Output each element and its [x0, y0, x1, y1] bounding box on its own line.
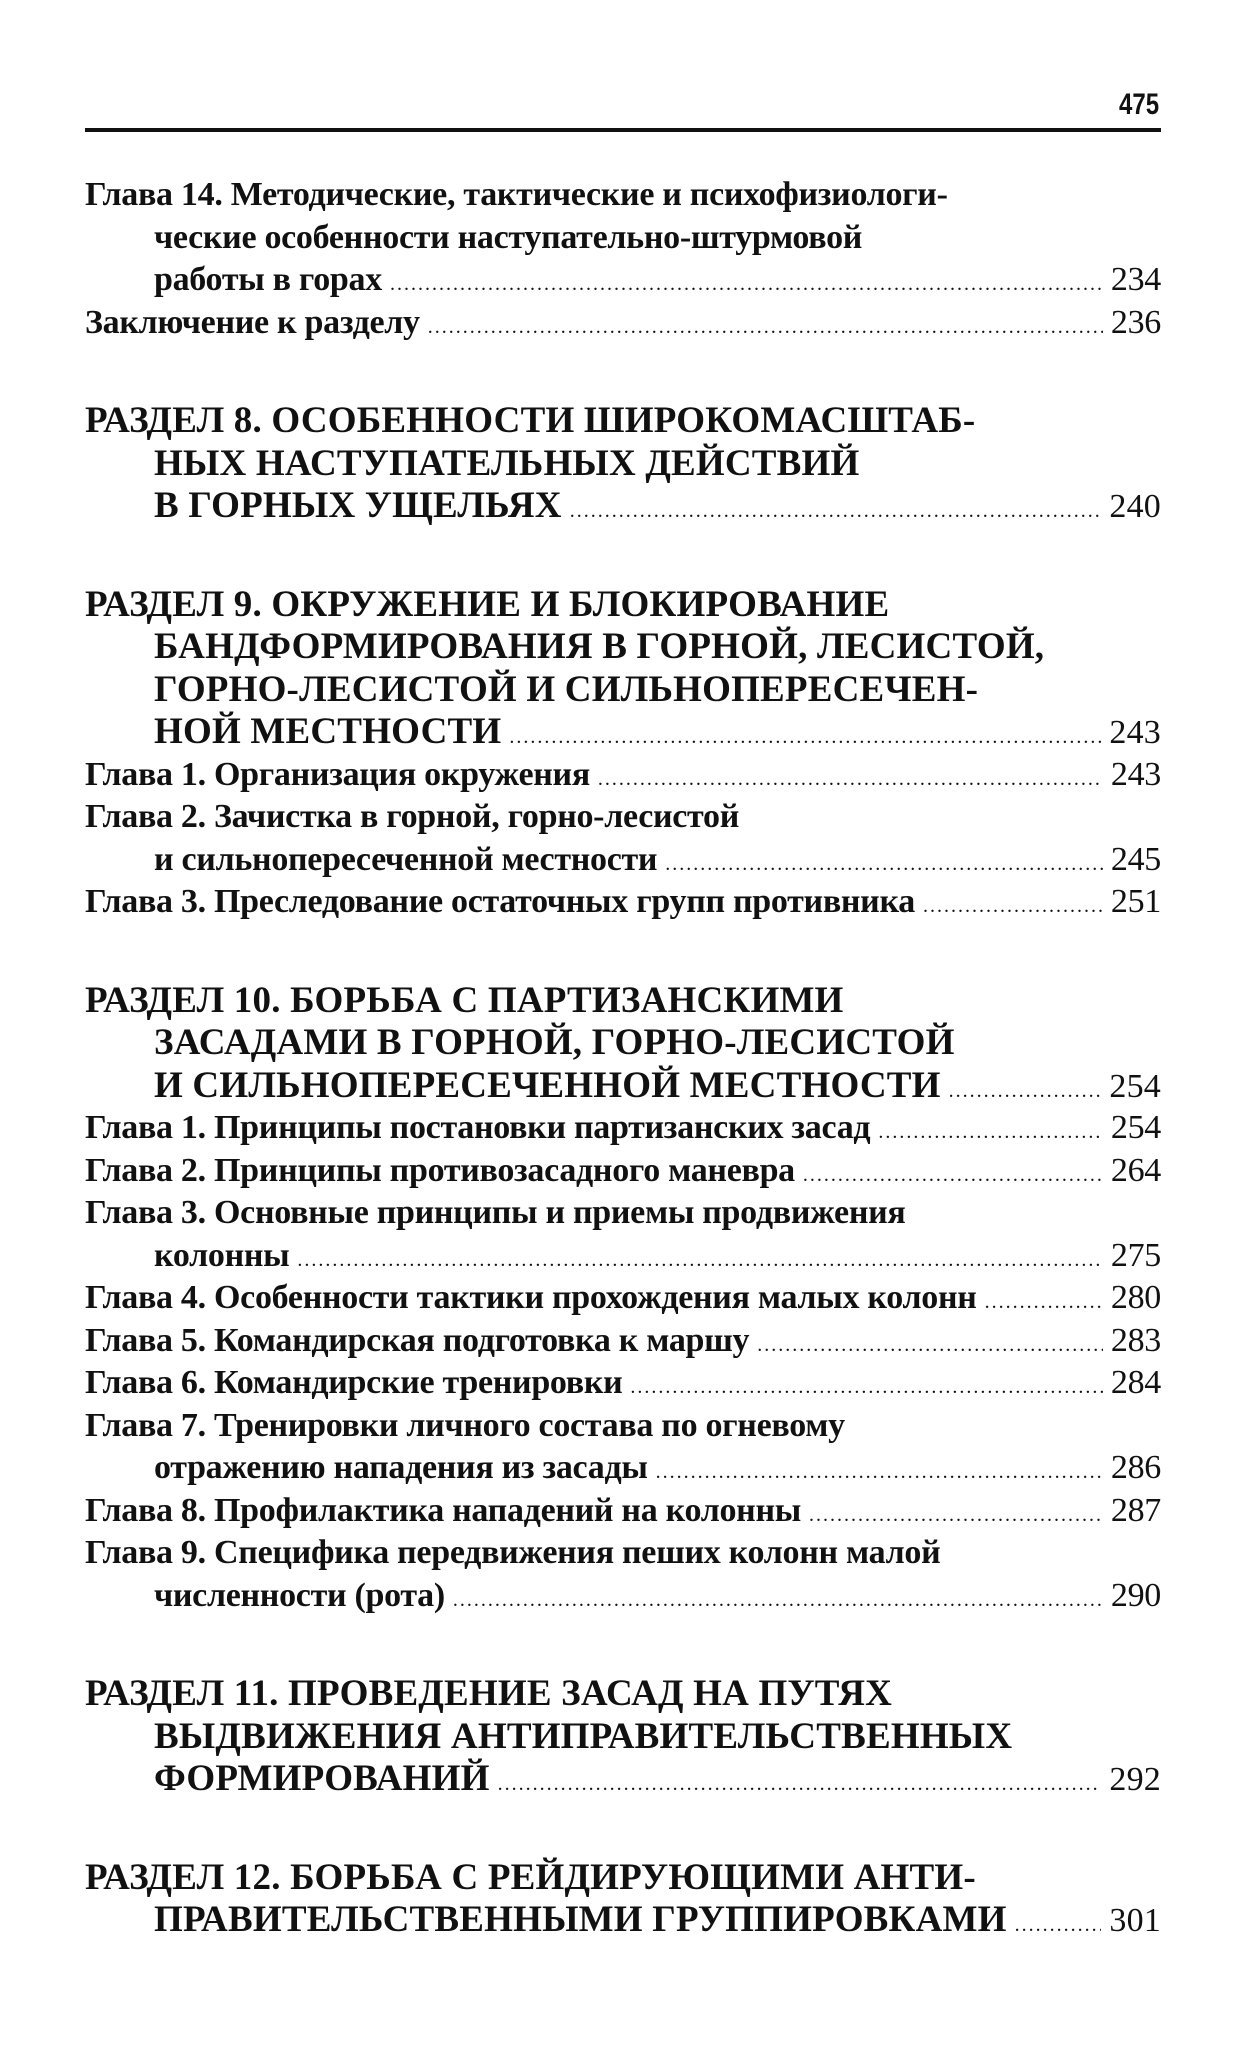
- toc-entry-text: Глава 7. Тренировки личного состава по огневому: [85, 1406, 845, 1444]
- dot-leader: [498, 1763, 1102, 1806]
- toc-page-number: 290: [1110, 1576, 1161, 1614]
- toc-line: [85, 1575, 1161, 1618]
- toc-page-number: 264: [1110, 1151, 1161, 1189]
- toc-page-number: 243: [1110, 755, 1161, 793]
- toc-page-number: 301: [1109, 1902, 1161, 1939]
- toc-line: [85, 881, 1161, 924]
- toc-line: [85, 400, 1161, 443]
- toc-entry-text: Глава 3. Преследование остаточных групп противника: [85, 883, 915, 920]
- toc-page-number: 254: [1110, 1109, 1161, 1146]
- toc-line: [85, 302, 1161, 345]
- toc-entry-text: колонны: [154, 1236, 290, 1274]
- toc-line: [85, 796, 1161, 839]
- toc-entry-text: и сильнопересеченной местности: [154, 840, 658, 878]
- toc-entry-text: РАЗДЕЛ 8. ОСОБЕННОСТИ ШИРОКОМАСШТАБ-: [85, 400, 976, 441]
- toc-page-number: 251: [1110, 883, 1161, 920]
- toc-chapter-entry: [85, 302, 1161, 345]
- toc-line: [85, 626, 1161, 669]
- toc-line: [85, 839, 1161, 882]
- toc-entry-text: Глава 1. Принципы постановки партизанских засад: [85, 1109, 871, 1146]
- toc-entry-text: ГОРНО-ЛЕСИСТОЙ И СИЛЬНОПЕРЕСЕЧЕН-: [154, 668, 979, 710]
- toc-line: [85, 1857, 1161, 1900]
- toc-chapter-entry: [85, 1192, 1161, 1277]
- toc-entry-text: Глава 6. Командирские тренировки: [85, 1364, 623, 1401]
- dot-leader: [949, 1070, 1102, 1113]
- toc-line: [85, 259, 1161, 302]
- toc-line: [85, 1405, 1161, 1448]
- toc-line: [85, 754, 1161, 797]
- toc-entry-text: Глава 8. Профилактика нападений на колонны: [85, 1491, 802, 1529]
- toc-line: [85, 1716, 1161, 1759]
- toc-entry-text: НЫХ НАСТУПАТЕЛЬНЫХ ДЕЙСТВИЙ: [154, 442, 860, 484]
- toc-entry-text: РАЗДЕЛ 9. ОКРУЖЕНИЕ И БЛОКИРОВАНИЕ: [85, 583, 890, 625]
- dot-leader: [665, 843, 1103, 886]
- toc-line: [85, 1320, 1161, 1363]
- toc-section-entry: [85, 1673, 1161, 1801]
- dot-leader: [570, 490, 1102, 533]
- toc-entry-text: ПРАВИТЕЛЬСТВЕННЫМИ ГРУППИРОВКАМИ: [154, 1899, 1007, 1940]
- toc-line: [85, 1899, 1161, 1942]
- toc-entry-text: отражению нападения из засады: [154, 1449, 648, 1486]
- toc-chapter-entry: [85, 1405, 1161, 1490]
- toc-line: [85, 711, 1161, 754]
- toc-line: [85, 485, 1161, 528]
- toc-chapter-entry: [85, 1277, 1161, 1320]
- toc-entry-text: ВЫДВИЖЕНИЯ АНТИПРАВИТЕЛЬСТВЕННЫХ: [154, 1715, 1013, 1757]
- dot-leader: [509, 716, 1101, 759]
- dot-leader: [809, 1494, 1103, 1537]
- dot-leader: [428, 306, 1103, 349]
- toc-section-entry: [85, 400, 1161, 528]
- toc-line: [85, 1192, 1161, 1235]
- toc-entry-text: РАЗДЕЛ 10. БОРЬБА С ПАРТИЗАНСКИМИ: [85, 979, 844, 1021]
- dot-leader: [923, 885, 1103, 928]
- dot-leader: [297, 1239, 1102, 1282]
- toc-line: [85, 1065, 1161, 1108]
- toc-entry-text: БАНДФОРМИРОВАНИЯ В ГОРНОЙ, ЛЕСИСТОЙ,: [154, 626, 1045, 667]
- dot-leader: [757, 1324, 1103, 1367]
- toc-line: [85, 217, 1161, 260]
- toc-line: [85, 980, 1161, 1023]
- toc-section-entry: [85, 584, 1161, 754]
- toc-line: [85, 1447, 1161, 1490]
- toc-page-number: 254: [1109, 1067, 1161, 1105]
- toc-line: [85, 1150, 1161, 1193]
- toc-line: [85, 1277, 1161, 1320]
- toc-page-number: 236: [1110, 303, 1161, 341]
- toc-chapter-entry: [85, 174, 1161, 302]
- toc-chapter-entry: [85, 1320, 1161, 1363]
- toc-entry-text: Глава 3. Основные принципы и приемы продвижения: [85, 1194, 906, 1231]
- header-rule: [85, 128, 1161, 132]
- dot-leader: [390, 263, 1103, 306]
- toc-chapter-entry: [85, 796, 1161, 881]
- toc-line: [85, 174, 1161, 217]
- dot-leader: [1015, 1904, 1102, 1947]
- toc-chapter-entry: [85, 1107, 1161, 1150]
- toc-line: [85, 1673, 1161, 1716]
- toc-page-number: 292: [1109, 1761, 1161, 1798]
- toc-section-entry: [85, 1857, 1161, 1942]
- toc-entry-text: численности (рота): [154, 1576, 445, 1614]
- toc-entry-text: Глава 9. Специфика передвижения пеших колонн малой: [85, 1534, 941, 1571]
- toc-entry-text: НОЙ МЕСТНОСТИ: [154, 711, 502, 752]
- toc-page-number: 284: [1110, 1364, 1161, 1401]
- toc-page-number: 283: [1110, 1321, 1161, 1359]
- page-number: 475: [1118, 88, 1159, 121]
- toc-page-number: 245: [1110, 840, 1161, 878]
- toc-chapter-entry: [85, 1532, 1161, 1617]
- toc-entry-text: ФОРМИРОВАНИЙ: [154, 1758, 490, 1799]
- toc-chapter-entry: [85, 1150, 1161, 1193]
- toc-entry-text: В ГОРНЫХ УЩЕЛЬЯХ: [154, 485, 562, 526]
- toc-entry-text: ческие особенности наступательно-штурмовой: [154, 218, 863, 256]
- toc-line: [85, 669, 1161, 712]
- toc-line: [85, 1362, 1161, 1405]
- toc-entry-text: Глава 5. Командирская подготовка к маршу: [85, 1321, 750, 1359]
- toc-line: [85, 1490, 1161, 1533]
- toc-chapter-entry: [85, 881, 1161, 924]
- toc-entry-text: работы в горах: [154, 261, 382, 298]
- toc-line: [85, 1022, 1161, 1065]
- toc-entry-text: ЗАСАДАМИ В ГОРНОЙ, ГОРНО-ЛЕСИСТОЙ: [154, 1022, 955, 1063]
- dot-leader: [656, 1451, 1103, 1494]
- toc-page-number: 275: [1110, 1236, 1161, 1274]
- toc-page-number: 280: [1110, 1279, 1161, 1316]
- toc-page-number: 243: [1109, 714, 1161, 751]
- toc-entry-text: Глава 14. Методические, тактические и психофизиологи-: [85, 176, 948, 213]
- dot-leader: [598, 758, 1103, 801]
- toc-line: [85, 584, 1161, 627]
- toc-entry-text: И СИЛЬНОПЕРЕСЕЧЕННОЙ МЕСТНОСТИ: [154, 1064, 941, 1106]
- dot-leader: [985, 1281, 1103, 1324]
- toc-line: [85, 1532, 1161, 1575]
- toc-entry-text: РАЗДЕЛ 11. ПРОВЕДЕНИЕ ЗАСАД НА ПУТЯХ: [85, 1673, 893, 1714]
- toc-line: [85, 1107, 1161, 1150]
- toc-line: [85, 1758, 1161, 1801]
- dot-leader: [630, 1366, 1102, 1409]
- toc-entry-text: РАЗДЕЛ 12. БОРЬБА С РЕЙДИРУЮЩИМИ АНТИ-: [85, 1856, 976, 1898]
- toc-section-entry: [85, 980, 1161, 1108]
- toc-page-number: 234: [1110, 261, 1161, 298]
- toc-entry-text: Глава 1. Организация окружения: [85, 755, 590, 793]
- toc-page-number: 240: [1109, 488, 1161, 525]
- toc-line: [85, 1235, 1161, 1278]
- dot-leader: [453, 1579, 1103, 1622]
- toc-chapter-entry: [85, 1362, 1161, 1405]
- toc-line: [85, 443, 1161, 486]
- dot-leader: [878, 1111, 1103, 1154]
- dot-leader: [803, 1154, 1103, 1197]
- toc-entry-text: Глава 2. Зачистка в горной, горно-лесистой: [85, 798, 740, 835]
- toc-chapter-entry: [85, 754, 1161, 797]
- toc-chapter-entry: [85, 1490, 1161, 1533]
- toc-page-number: 286: [1110, 1449, 1161, 1486]
- toc-entry-text: Заключение к разделу: [85, 303, 420, 341]
- toc-page-number: 287: [1110, 1491, 1161, 1529]
- toc-entry-text: Глава 4. Особенности тактики прохождения малых колонн: [85, 1279, 977, 1316]
- toc-entry-text: Глава 2. Принципы противозасадного маневра: [85, 1151, 795, 1189]
- table-of-contents: [85, 174, 1161, 1942]
